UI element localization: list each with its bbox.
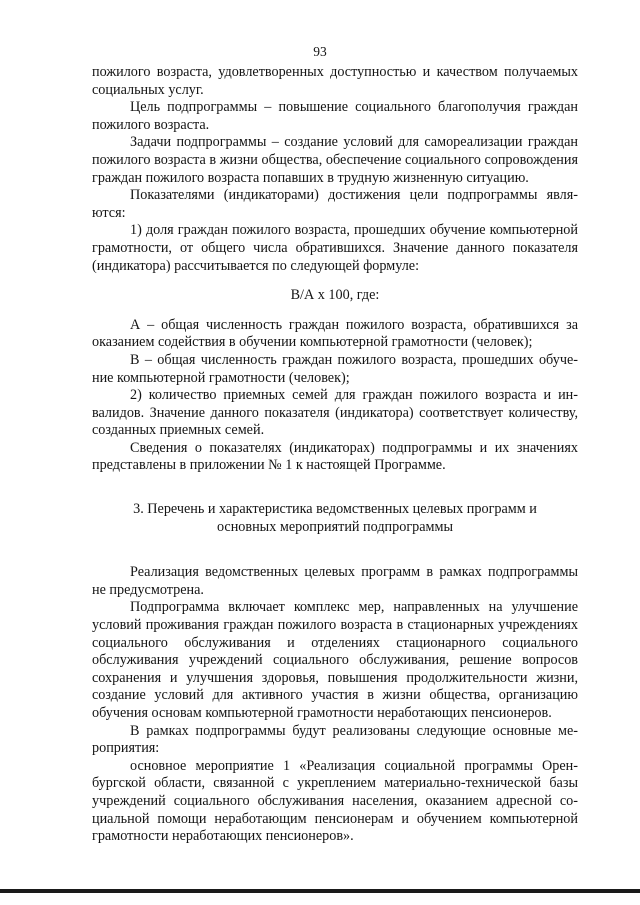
paragraph-measures-complex: Подпрограмма включает комплекс мер, направленных на улучшение условий проживания граждан пожилого возраста в стационарных учреждениях социального обслуживания и отделениях стационарного социального обслуживания учреждений социального обслуживания, решение вопросов сохранения и улучшения здоровья, повышения продолжительности жизни, создание условий для активного участия в жизни общества, организацию обучения основам компьютерной грамотности неработающих пенсионеров.	[92, 599, 578, 721]
paragraph-continuation: пожилого возраста, удовлетворенных доступностью и качеством получаемых социальных услуг.	[92, 64, 578, 98]
section-heading-line-1: 3. Перечень и характеристика ведомственных целевых программ и	[133, 501, 537, 518]
paragraph-tasks: Задачи подпрограммы – создание условий для самореализации граждан пожилого возраста в жизни общества, обеспечение социального сопровождения граждан пожилого возраста попавших в трудную жизненную ситуацию.	[92, 134, 578, 186]
paragraph-goal: Цель подпрограммы – повышение социального благополучия граждан пожилого возраста.	[92, 99, 578, 133]
paragraph-indicators-intro: Показателями (индикаторами) достижения цели подпрограммы являются:	[92, 187, 578, 221]
scan-bottom-edge	[0, 889, 640, 893]
paragraph-definition-b: В – общая численность граждан пожилого возраста, прошедших обучение компьютерной грамотности (человек);	[92, 351, 578, 386]
formula: В/А х 100, где:	[290, 287, 380, 304]
document-body	[92, 64, 578, 846]
paragraph-definition-a: А – общая численность граждан пожилого возраста, обратившихся за оказанием содействия в обучении компьютерной грамотности (человек);	[92, 316, 578, 351]
page-number: 93	[313, 44, 327, 59]
paragraph-appendix-reference: Сведения о показателях (индикаторах) подпрограммы и их значениях представлены в приложении № 1 к настоящей Программе.	[92, 439, 578, 474]
paragraph-not-provided: Реализация ведомственных целевых программ в рамках подпрограммы не предусмотрена.	[92, 564, 578, 598]
paragraph-main-activity-1: основное мероприятие 1 «Реализация социальной программы Оренбургской области, связанной с укреплением материально-технической базы учреждений социального обслуживания населения, оказанием адресной социальной помощи неработающим пенсионерам и обучением компьютерной грамотности неработающих пенсионеров».	[92, 757, 578, 845]
paragraph-indicator-1: 1) доля граждан пожилого возраста, прошедших обучение компьютерной грамотности, от общего числа обратившихся. Значение данного показателя (индикатора) рассчитывается по следующей формуле:	[92, 222, 578, 274]
section-heading	[92, 501, 578, 536]
paragraph-indicator-2: 2) количество приемных семей для граждан пожилого возраста и инвалидов. Значение данного показателя (индикатора) соответствует количеству, созданных приемных семей.	[92, 387, 578, 439]
paragraph-main-activities-intro: В рамках подпрограммы будут реализованы следующие основные мероприятия:	[92, 722, 578, 757]
section-heading-line-2: основных мероприятий подпрограммы	[216, 518, 454, 535]
